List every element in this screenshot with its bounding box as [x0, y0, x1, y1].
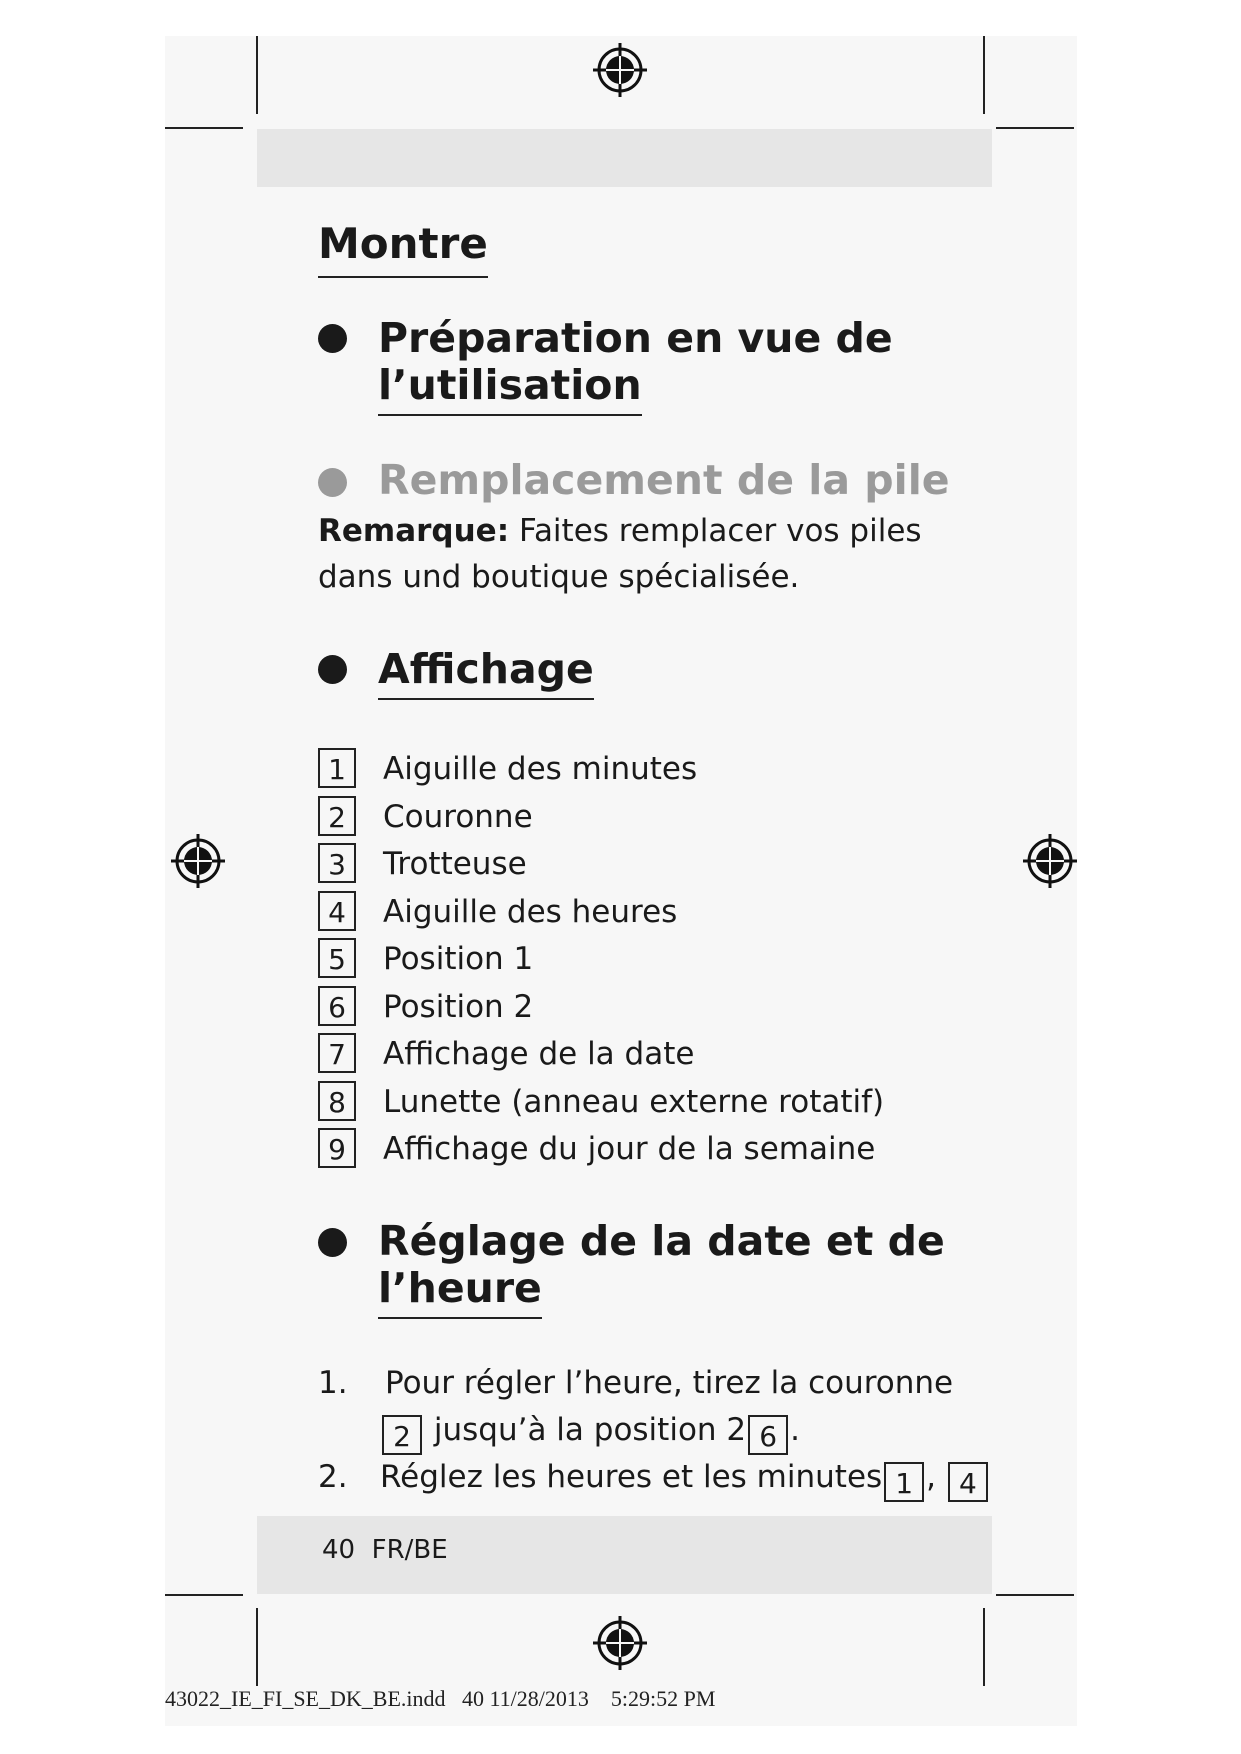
legend-label: Aiguille des heures	[383, 893, 678, 930]
step-text: Pour régler l’heure, tirez la couronne	[385, 1365, 954, 1401]
number-box: 2	[318, 796, 356, 836]
step-text-continued	[380, 1407, 800, 1455]
step-text-continued	[380, 1454, 990, 1502]
page-footer	[322, 1530, 448, 1570]
note-label: Remarque:	[318, 513, 510, 549]
step-text: jusqu’à la position 2	[433, 1412, 747, 1448]
crop-mark	[256, 36, 258, 114]
heading-display: Affichage	[378, 646, 594, 700]
registration-mark-icon	[591, 41, 649, 99]
step-number: 2.	[318, 1459, 348, 1495]
number-box: 7	[318, 1033, 356, 1073]
registration-mark-icon	[169, 832, 227, 890]
number-box: 1	[318, 748, 356, 788]
number-box: 6	[318, 986, 356, 1026]
legend-label: Couronne	[383, 798, 533, 835]
registration-mark-icon	[1021, 832, 1079, 890]
slug-time: 5:29:52 PM	[610, 1686, 716, 1711]
reference-box: 4	[948, 1462, 988, 1502]
step-separator: ,	[926, 1459, 937, 1495]
crop-mark	[983, 1608, 985, 1686]
heading-setting-line1: Réglage de la date et de	[378, 1217, 945, 1265]
header-band	[257, 129, 992, 187]
slug-page: 40	[462, 1686, 484, 1711]
number-box: 8	[318, 1081, 356, 1121]
crop-mark	[996, 127, 1074, 129]
slug-filename: 43022_IE_FI_SE_DK_BE.indd	[165, 1686, 446, 1711]
print-slug	[165, 1686, 715, 1712]
legend-label: Aiguille des minutes	[383, 751, 698, 787]
language-code: FR/BE	[371, 1535, 448, 1565]
legend-label: Affichage de la date	[383, 1036, 695, 1072]
crop-mark	[983, 36, 985, 114]
bullet-icon	[318, 655, 347, 684]
number-box: 3	[318, 843, 356, 883]
page-number: 40	[322, 1535, 356, 1565]
note-text-line2: dans und boutique spécialisée.	[318, 559, 800, 595]
legend-label: Trotteuse	[383, 846, 527, 882]
legend-label: Lunette (anneau externe rotatif)	[383, 1083, 885, 1120]
registration-mark-icon	[591, 1614, 649, 1672]
crop-mark	[165, 127, 243, 129]
battery-note	[318, 508, 958, 600]
number-box: 9	[318, 1128, 356, 1168]
page-title: Montre	[318, 216, 488, 278]
heading-battery: Remplacement de la pile	[378, 456, 950, 504]
step-number: 1.	[318, 1365, 348, 1401]
number-box: 5	[318, 938, 356, 978]
crop-mark	[996, 1594, 1074, 1596]
heading-setting-line2: l’heure	[378, 1265, 542, 1319]
legend-label: Position 1	[383, 941, 534, 977]
reference-box: 1	[884, 1462, 924, 1502]
crop-mark	[256, 1608, 258, 1686]
bullet-icon	[318, 1228, 347, 1257]
number-box: 4	[318, 891, 356, 931]
bullet-icon	[318, 468, 347, 497]
slug-date: 11/28/2013	[489, 1686, 589, 1711]
note-text-line1: Faites remplacer vos piles	[518, 513, 922, 549]
reference-box: 2	[382, 1415, 422, 1455]
bullet-icon	[318, 324, 347, 353]
crop-mark	[165, 1594, 243, 1596]
legend-label: Position 2	[383, 988, 534, 1025]
step-punctuation: .	[790, 1412, 800, 1448]
heading-preparation-line2: l’utilisation	[378, 362, 642, 416]
reference-box: 6	[748, 1415, 788, 1455]
step-text: Réglez les heures et les minutes	[380, 1459, 883, 1495]
legend-label: Affichage du jour de la semaine	[383, 1131, 876, 1167]
heading-preparation-line1: Préparation en vue de	[378, 314, 893, 362]
